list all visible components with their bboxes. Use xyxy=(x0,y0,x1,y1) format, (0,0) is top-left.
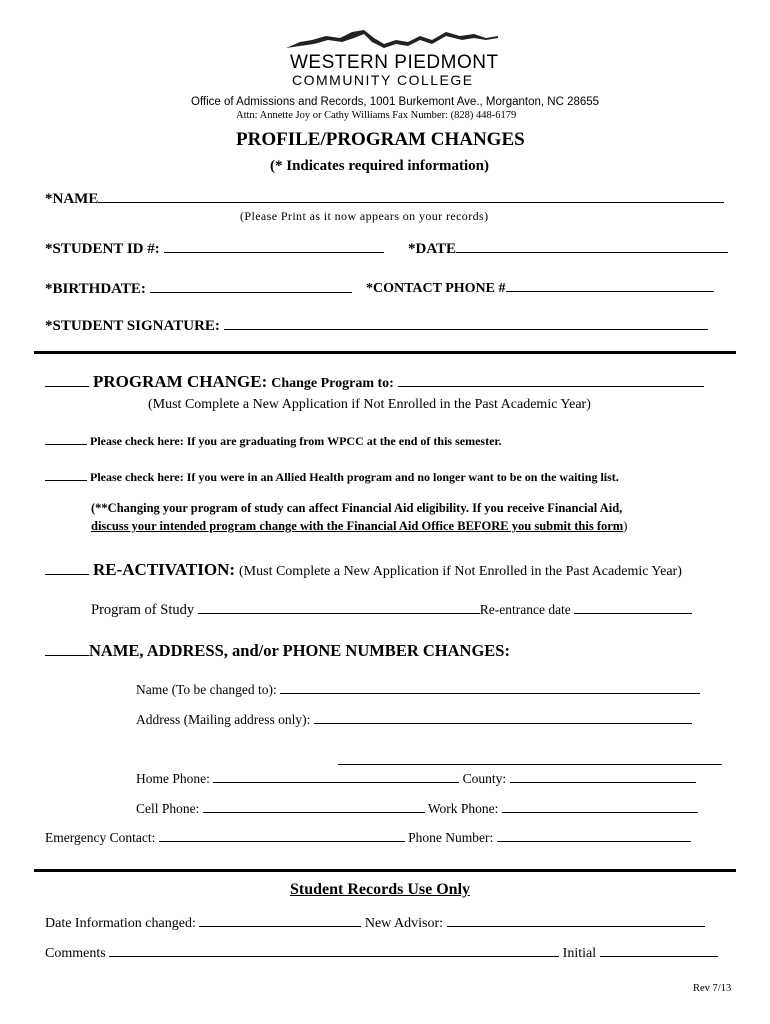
emergency-phone-field[interactable] xyxy=(497,840,691,842)
new-name-label: Name (To be changed to): xyxy=(136,682,277,697)
county-field[interactable] xyxy=(510,781,696,783)
section-divider xyxy=(34,351,736,354)
contact-phone-row xyxy=(366,281,714,297)
attn-line: Attn: Annette Joy or Cathy Williams Fax Number: (828) 448-6179 xyxy=(236,110,517,121)
emergency-phone-label: Phone Number: xyxy=(408,830,494,845)
reactivation-checkbox[interactable] xyxy=(45,573,89,575)
program-change-checkbox[interactable] xyxy=(45,385,89,387)
reentrance-date-label: Re-entrance date xyxy=(479,602,571,617)
name-field[interactable] xyxy=(98,201,724,203)
new-advisor-label: New Advisor: xyxy=(364,916,443,931)
college-logo-mountains-icon xyxy=(286,26,498,54)
name-row xyxy=(45,191,724,208)
program-of-study-field[interactable] xyxy=(198,612,480,614)
revision-label: Rev 7/13 xyxy=(693,983,732,994)
contact-changes-heading: NAME, ADDRESS, and/or PHONE NUMBER CHANGES: xyxy=(89,641,510,660)
graduating-check-label: Please check here: If you are graduating from WPCC at the end of this semester. xyxy=(90,434,502,448)
name-label: *NAME xyxy=(45,191,99,207)
address-field[interactable] xyxy=(314,722,692,724)
emergency-row xyxy=(45,830,691,846)
required-note: (* Indicates required information) xyxy=(270,158,490,174)
graduating-row xyxy=(45,434,502,449)
birthdate-label: *BIRTHDATE: xyxy=(45,281,146,297)
program-change-row xyxy=(45,372,704,392)
new-name-row xyxy=(136,682,700,698)
address-line2-row xyxy=(338,752,722,770)
allied-health-row xyxy=(45,470,619,485)
program-change-note: (Must Complete a New Application if Not Enrolled in the Past Academic Year) xyxy=(148,397,591,412)
date-label: *DATE xyxy=(408,241,457,257)
reactivation-heading: RE-ACTIVATION: xyxy=(93,560,236,579)
change-program-field[interactable] xyxy=(398,385,704,387)
student-id-field[interactable] xyxy=(164,251,384,253)
program-of-study-row xyxy=(91,602,692,619)
address-label: Address (Mailing address only): xyxy=(136,712,311,727)
date-changed-field[interactable] xyxy=(199,925,361,927)
birthdate-field[interactable] xyxy=(150,291,352,293)
records-divider xyxy=(34,869,736,872)
comments-row xyxy=(45,946,718,962)
change-program-label: Change Program to: xyxy=(271,376,394,391)
reactivation-row xyxy=(45,560,682,580)
work-phone-label: Work Phone: xyxy=(427,801,499,816)
program-change-heading: PROGRAM CHANGE: xyxy=(93,372,268,391)
reentrance-date-field[interactable] xyxy=(574,612,692,614)
cell-phone-label: Cell Phone: xyxy=(136,801,200,816)
office-address: Office of Admissions and Records, 1001 Burkemont Ave., Morganton, NC 28655 xyxy=(191,96,600,108)
address-field-line2[interactable] xyxy=(338,763,722,765)
cell-phone-field[interactable] xyxy=(203,811,425,813)
date-field[interactable] xyxy=(456,251,728,253)
allied-health-checkbox[interactable] xyxy=(45,479,87,481)
home-phone-label: Home Phone: xyxy=(136,771,210,786)
county-label: County: xyxy=(462,771,507,786)
date-changed-label: Date Information changed: xyxy=(45,916,196,931)
college-name-line1: WESTERN PIEDMONT xyxy=(290,52,499,73)
signature-row xyxy=(45,318,708,335)
financial-aid-warning-close: ) xyxy=(623,519,628,533)
contact-changes-row xyxy=(45,641,510,661)
contact-phone-field[interactable] xyxy=(506,290,714,292)
cell-phone-row xyxy=(136,801,698,817)
contact-phone-label: *CONTACT PHONE # xyxy=(366,281,506,296)
initial-label: Initial xyxy=(562,946,597,961)
date-row xyxy=(408,241,728,258)
records-heading: Student Records Use Only xyxy=(290,881,471,898)
financial-aid-warning-line2-row xyxy=(91,519,627,534)
allied-health-check-label: Please check here: If you were in an Allied Health program and no longer want to be on the waiting list. xyxy=(90,470,619,484)
initial-field[interactable] xyxy=(600,955,718,957)
home-phone-field[interactable] xyxy=(213,781,459,783)
reactivation-note: (Must Complete a New Application if Not Enrolled in the Past Academic Year) xyxy=(239,564,682,579)
comments-label: Comments xyxy=(45,946,106,961)
new-advisor-field[interactable] xyxy=(447,925,705,927)
name-hint: (Please Print as it now appears on your records) xyxy=(240,209,489,223)
program-of-study-label: Program of Study xyxy=(91,602,195,618)
college-name-line2: COMMUNITY COLLEGE xyxy=(292,72,474,88)
financial-aid-warning-line1: (**Changing your program of study can affect Financial Aid eligibility. If you receive Financial Aid, xyxy=(91,501,623,515)
home-phone-row xyxy=(136,771,696,787)
signature-label: *STUDENT SIGNATURE: xyxy=(45,318,220,334)
form-title: PROFILE/PROGRAM CHANGES xyxy=(236,129,525,150)
financial-aid-warning-line2: discuss your intended program change with the Financial Aid Office BEFORE you submit this form xyxy=(91,519,624,533)
contact-changes-checkbox[interactable] xyxy=(45,654,89,656)
student-id-label: *STUDENT ID #: xyxy=(45,241,160,257)
student-id-row xyxy=(45,241,384,258)
new-name-field[interactable] xyxy=(280,692,700,694)
date-changed-row xyxy=(45,916,705,932)
birthdate-row xyxy=(45,281,352,298)
emergency-contact-field[interactable] xyxy=(159,840,405,842)
address-row xyxy=(136,712,692,728)
emergency-contact-label: Emergency Contact: xyxy=(45,830,156,845)
work-phone-field[interactable] xyxy=(502,811,698,813)
signature-field[interactable] xyxy=(224,328,708,330)
comments-field[interactable] xyxy=(109,955,559,957)
graduating-checkbox[interactable] xyxy=(45,443,87,445)
